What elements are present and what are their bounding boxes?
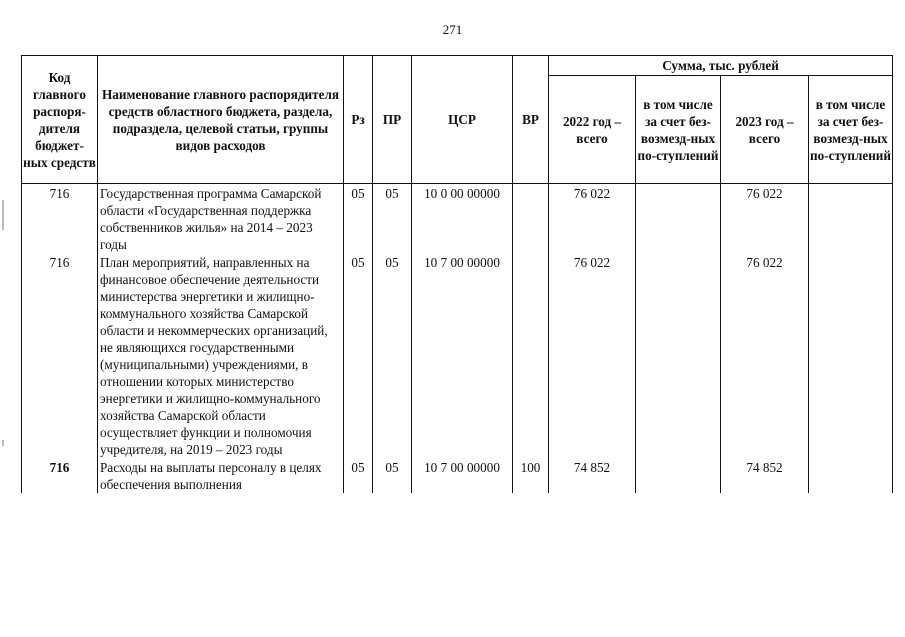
- cell-2023-grants: [809, 184, 893, 254]
- cell-pr: 05: [373, 184, 412, 254]
- cell-vr: [513, 253, 549, 458]
- cell-vr: 100: [513, 458, 549, 493]
- header-sum: Сумма, тыс. рублей: [549, 56, 893, 76]
- cell-code: 716: [22, 458, 98, 493]
- header-2023-total: 2023 год – всего: [721, 76, 809, 184]
- cell-2023-grants: [809, 458, 893, 493]
- cell-2023-total: 74 852: [721, 458, 809, 493]
- header-pr: ПР: [373, 56, 412, 184]
- header-csr: ЦСР: [412, 56, 513, 184]
- header-2023-grants: в том числе за счет без-возмезд-ных по-ступлений: [809, 76, 893, 184]
- header-name: Наименование главного распорядителя средств областного бюджета, раздела, подраздела, целевой статьи, группы видов расходов: [98, 56, 344, 184]
- cell-rz: 05: [344, 184, 373, 254]
- cell-2022-total: 76 022: [549, 253, 636, 458]
- cell-2023-total: 76 022: [721, 184, 809, 254]
- cell-2022-total: 74 852: [549, 458, 636, 493]
- cell-name: Расходы на выплаты персоналу в целях обеспечения выполнения: [98, 458, 344, 493]
- cell-csr: 10 7 00 00000: [412, 458, 513, 493]
- cell-2022-grants: [636, 253, 721, 458]
- cell-2023-grants: [809, 253, 893, 458]
- cell-pr: 05: [373, 458, 412, 493]
- header-2022-grants: в том числе за счет без-возмезд-ных по-ступлений: [636, 76, 721, 184]
- cell-rz: 05: [344, 253, 373, 458]
- cell-name: Государственная программа Самарской области «Государственная поддержка собственников жилья» на 2014 – 2023 годы: [98, 184, 344, 254]
- header-rz: Рз: [344, 56, 373, 184]
- cell-csr: 10 7 00 00000: [412, 253, 513, 458]
- cell-code: 716: [22, 253, 98, 458]
- cell-code: 716: [22, 184, 98, 254]
- header-2022-total: 2022 год – всего: [549, 76, 636, 184]
- scan-artifact: [2, 440, 4, 446]
- page-number: 271: [442, 22, 463, 37]
- table-row: [22, 184, 893, 254]
- budget-table: [21, 55, 893, 493]
- scan-artifact: [2, 200, 4, 230]
- header-code: Код главного распоря-дителя бюджет-ных средств: [22, 56, 98, 184]
- cell-vr: [513, 184, 549, 254]
- cell-2023-total: 76 022: [721, 253, 809, 458]
- cell-pr: 05: [373, 253, 412, 458]
- cell-2022-grants: [636, 458, 721, 493]
- cell-2022-grants: [636, 184, 721, 254]
- table-row: [22, 253, 893, 458]
- cell-csr: 10 0 00 00000: [412, 184, 513, 254]
- cell-name: План мероприятий, направленных на финансовое обеспечение деятельности министерства энергетики и жилищно-коммунального хозяйства Самарской области и некоммерческих организаций, не являющихся государственными (муниципальными) учреждениями, в отношении которых министерство энергетики и жилищно-коммунального хозяйства Самарской области осуществляет функции и полномочия учредителя, на 2019 – 2023 годы: [98, 253, 344, 458]
- table-header: [22, 56, 893, 184]
- table-row: [22, 458, 893, 493]
- header-vr: ВР: [513, 56, 549, 184]
- cell-2022-total: 76 022: [549, 184, 636, 254]
- cell-rz: 05: [344, 458, 373, 493]
